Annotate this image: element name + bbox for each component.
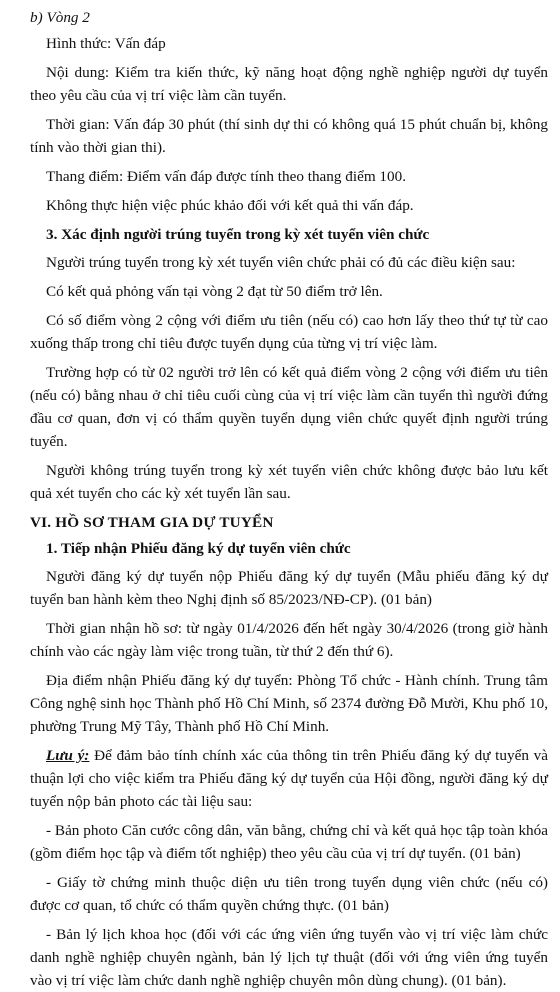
document-item-2: - Giấy tờ chứng minh thuộc diện ưu tiên trong tuyển dụng viên chức (nếu có) được cơ quan, tổ chức có thẩm quyền chứng thực. (01 bản) [30, 874, 548, 914]
exam-content: Nội dung: Kiểm tra kiến thức, kỹ năng hoạt động nghề nghiệp người dự tuyển theo yêu cầu của vị trí việc làm cần tuyển. [30, 64, 548, 104]
exam-time: Thời gian: Vấn đáp 30 phút (thí sinh dự thi có không quá 15 phút chuẩn bị, không tính vào thời gian thi). [30, 116, 548, 156]
condition-1: Có kết quả phỏng vấn tại vòng 2 đạt từ 50 điểm trở lên. [46, 283, 383, 300]
receive-location: Địa điểm nhận Phiếu đăng ký dự tuyển: Phòng Tổ chức - Hành chính. Trung tâm Công nghệ sinh học Thành phố Hồ Chí Minh, số 2374 đường Đỗ Mười, Khu phố 10, phường Trung Mỹ Tây, Thành phố Hồ Chí Minh. [30, 672, 548, 735]
section-3-heading: 3. Xác định người trúng tuyển trong kỳ xét tuyển viên chức [46, 226, 430, 243]
exam-form: Hình thức: Vấn đáp [46, 35, 166, 52]
document-body [30, 6, 548, 992]
no-reserve-note: Người không trúng tuyển trong kỳ xét tuyển viên chức không được bảo lưu kết quả xét tuyển cho các kỳ xét tuyển lần sau. [30, 462, 548, 502]
exam-scale: Thang điểm: Điểm vấn đáp được tính theo thang điểm 100. [46, 168, 407, 185]
note-label: Lưu ý: [46, 747, 90, 764]
submit-form: Người đăng ký dự tuyển nộp Phiếu đăng ký dự tuyển (Mẫu phiếu đăng ký dự tuyển ban hành kèm theo Nghị định số 85/2023/NĐ-CP). (01 bản) [30, 568, 548, 608]
no-review-note: Không thực hiện việc phúc khảo đối với kết quả thi vấn đáp. [46, 197, 414, 214]
condition-2: Có số điểm vòng 2 cộng với điểm ưu tiên (nếu có) cao hơn lấy theo thứ tự từ cao xuống thấp trong chỉ tiêu được tuyển dụng của từng vị trí việc làm. [30, 312, 548, 352]
document-item-3: - Bản lý lịch khoa học (đối với các ứng viên ứng tuyển vào vị trí việc làm chức danh nghề nghiệp chuyên ngành, bản lý lịch tự thuật (đối với ứng viên ứng tuyển vào vị trí việc làm chức danh nghề nghiệp chuyên môn dùng chung). (01 bản). [30, 926, 548, 989]
section-vi-1-heading: 1. Tiếp nhận Phiếu đăng ký dự tuyển viên chức [46, 540, 351, 557]
round2-heading: b) Vòng 2 [30, 9, 90, 26]
tie-rule: Trường hợp có từ 02 người trở lên có kết quả điểm vòng 2 cộng với điểm ưu tiên (nếu có) bằng nhau ở chỉ tiêu cuối cùng của vị trí việc làm cần tuyển thì người đứng đầu cơ quan, đơn vị có thẩm quyền tuyển dụng viên chức quyết định người trúng tuyển. [30, 364, 548, 450]
note-text: Để đảm bảo tính chính xác của thông tin trên Phiếu đăng ký dự tuyển và thuận lợi cho việc kiểm tra Phiếu đăng ký dự tuyển của Hội đồng, người đăng ký dự tuyển nộp bản photo các tài liệu sau: [30, 747, 548, 810]
document-item-1: - Bản photo Căn cước công dân, văn bằng, chứng chỉ và kết quả học tập toàn khóa (gồm điểm học tập và điểm tốt nghiệp) theo yêu cầu của vị trí dự tuyển. (01 bản) [30, 822, 548, 862]
receive-time: Thời gian nhận hồ sơ: từ ngày 01/4/2026 đến hết ngày 30/4/2026 (trong giờ hành chính vào các ngày làm việc trong tuần, từ thứ 2 đến thứ 6). [30, 620, 548, 660]
section-vi-heading: VI. HỒ SƠ THAM GIA DỰ TUYỂN [30, 514, 274, 531]
conditions-intro: Người trúng tuyển trong kỳ xét tuyển viên chức phải có đủ các điều kiện sau: [46, 254, 516, 271]
note-paragraph [30, 744, 548, 813]
